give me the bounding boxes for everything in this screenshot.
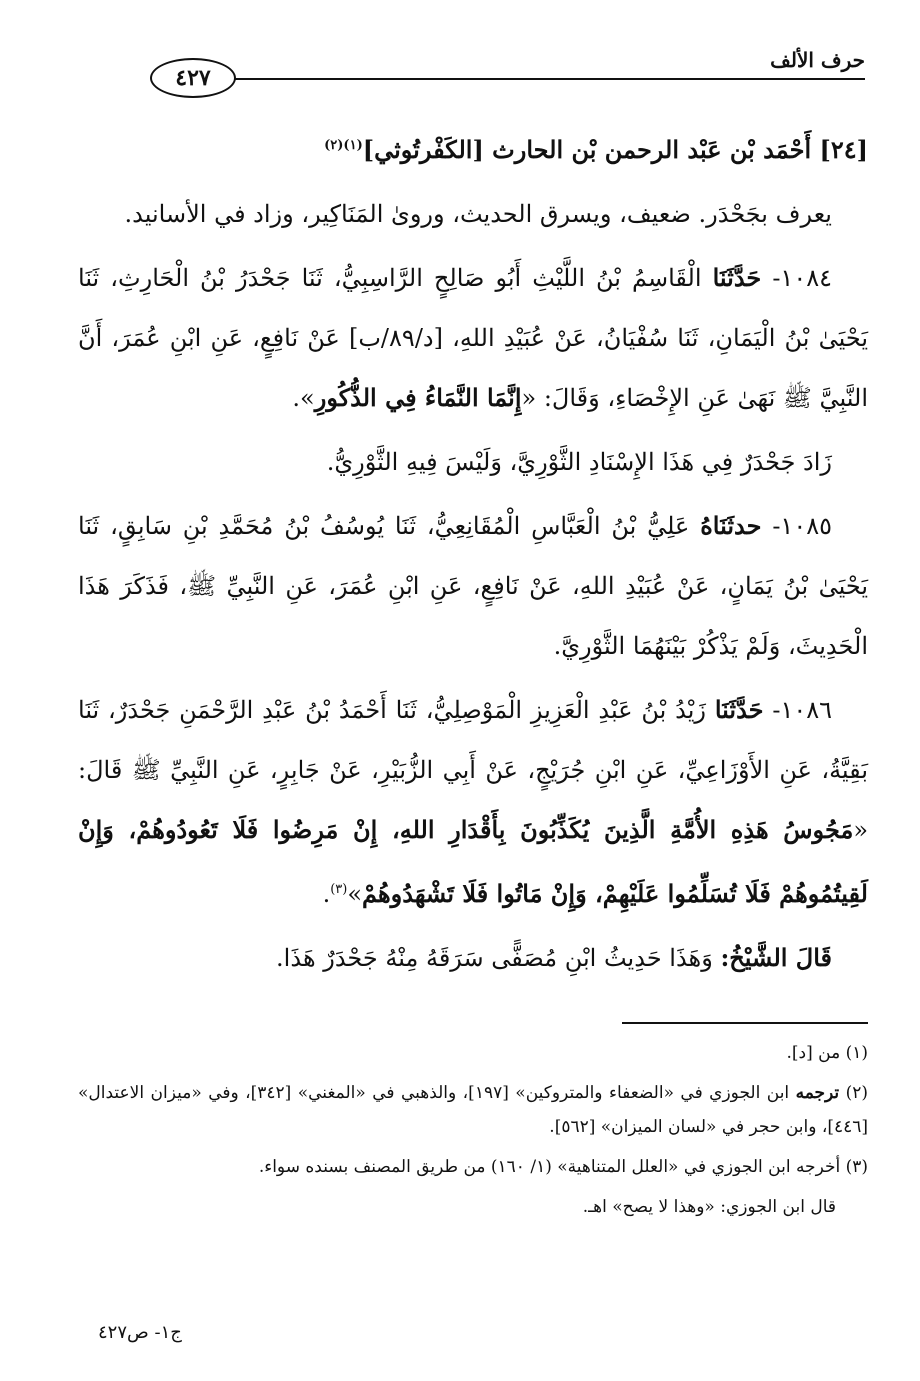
chapter-title: حرف الألف — [770, 48, 865, 72]
header-rule — [230, 78, 865, 80]
sheikh-comment — [78, 928, 868, 988]
hadith-text: الْقَاسِمُ بْنُ اللَّيْثِ أَبُو صَالِحٍ الرَّاسِبِيُّ، ثَنَا جَحْدَرُ بْنُ الْحَارِثِ، ثَنَا يَحْيَىٰ بْنُ الْيَمَانِ، ثَنَا سُفْيَانُ، عَنْ عُبَيْدِ اللهِ، [د/٨٩/ب] عَنْ نَافِعٍ، عَنِ ابْنِ عُمَرَ، أَنَّ النَّبِيَّ ﷺ نَهَىٰ عَنِ الإِخْصَاءِ، وَقَالَ: « — [78, 264, 868, 412]
footnote-2-number: (٢) — [845, 1083, 869, 1103]
main-content — [78, 118, 868, 992]
hadith-lead: حدثَنَاهُ — [700, 511, 762, 540]
hadith-footnote-ref: (٣) — [330, 882, 348, 897]
footnotes — [78, 1036, 868, 1230]
hadith-1084-note: زَادَ جَحْدَرٌ فِي هَذَا الإِسْنَادِ الثَّوْرِيَّ، وَلَيْسَ فِيهِ الثَّوْرِيُّ. — [326, 448, 832, 476]
footnote-separator — [622, 1022, 868, 1024]
entry-title — [78, 118, 868, 178]
hadith-number: ١٠٨٥- — [772, 512, 832, 540]
footnote-3-note: قال ابن الجوزي: «وهذا لا يصح» اهـ. — [582, 1197, 836, 1217]
hadith-end: . — [322, 880, 331, 908]
hadith-quote-end: ». — [292, 384, 315, 412]
entry-title-footnote-refs: (١)(٢) — [324, 138, 363, 153]
footnote-3: (٣) أخرجه ابن الجوزي في «العلل المتناهية» (١/ ١٦٠) من طريق المصنف بسنده سواء. — [258, 1157, 868, 1177]
hadith-1086 — [78, 680, 868, 924]
hadith-1084 — [78, 248, 868, 428]
entry-title-text: [٢٤] أَحْمَد بْن عَبْد الرحمن بْن الحارث [الكَفْرتُوثي] — [362, 135, 868, 164]
page-header — [90, 40, 865, 100]
hadith-text: زَيْدُ بْنُ عَبْدِ الْعَزِيزِ الْمَوْصِلِيُّ، ثَنَا أَحْمَدُ بْنُ عَبْدِ الرَّحْمَنِ جَحْدَرٌ، ثَنَا بَقِيَّةُ، عَنِ الأَوْزَاعِيِّ، عَنِ ابْنِ جُرَيْجٍ، عَنْ أَبِي الزُّبَيْرِ، عَنْ جَابِرٍ، عَنِ النَّبِيِّ ﷺ قَالَ: « — [78, 696, 868, 844]
sheikh-lead: قَالَ الشَّيْخُ: — [720, 943, 832, 972]
hadith-1085 — [78, 496, 868, 676]
footnote-2 — [78, 1076, 868, 1144]
page-number-badge: ٤٢٧ — [150, 58, 236, 98]
entry-intro: يعرف بجَحْدَر. ضعيف، ويسرق الحديث، وروىٰ المَنَاكِير، وزاد في الأسانيد. — [124, 200, 832, 228]
hadith-number: ١٠٨٦- — [772, 696, 833, 724]
hadith-text: عَلِيُّ بْنُ الْعَبَّاسِ الْمُقَانِعِيُّ، ثَنَا يُوسُفُ بْنُ مُحَمَّدِ بْنِ سَابِقٍ، ثَنَا يَحْيَىٰ بْنُ يَمَانٍ، عَنْ عُبَيْدِ اللهِ، عَنْ نَافِعٍ، عَنِ ابْنِ عُمَرَ، عَنِ النَّبِيِّ ﷺ، فَذَكَرَ هَذَا الْحَدِيثَ، وَلَمْ يَذْكُرْ بَيْنَهُمَا الثَّوْرِيَّ. — [78, 512, 868, 660]
hadith-number: ١٠٨٤- — [772, 264, 832, 292]
footnote-1: (١) من [د]. — [786, 1043, 868, 1063]
footnote-2-text: ابن الجوزي في «الضعفاء والمتروكين» [١٩٧]، والذهبي في «المغني» [٣٤٢]، وفي «ميزان الاعتدال» [٤٤٦]، وابن حجر في «لسان الميزان» [٥٦٢]. — [78, 1083, 868, 1137]
hadith-lead: حَدَّثَنَا — [712, 263, 762, 292]
hadith-quote: إِنَّمَا النَّمَاءُ فِي الذُّكُورِ — [314, 383, 522, 412]
hadith-lead: حَدَّثَنَا — [714, 695, 764, 724]
hadith-quote: مَجُوسُ هَذِهِ الأُمَّةِ الَّذِينَ يُكَذِّبُونَ بِأَقْدَارِ اللهِ، إِنْ مَرِضُوا فَلَا تَعُودُوهُمْ، وَإِنْ لَقِيتُمُوهُمْ فَلَا تُسَلِّمُوا عَلَيْهِمْ، وَإِنْ مَاتُوا فَلَا تَشْهَدُوهُمْ — [78, 815, 868, 908]
folio-reference: ج١- ص٤٢٧ — [98, 1322, 182, 1343]
hadith-quote-end: » — [347, 880, 363, 908]
footnote-2-lead: ترجمه — [795, 1083, 840, 1103]
sheikh-text: وَهَذَا حَدِيثُ ابْنِ مُصَفًّى سَرَقَهُ مِنْهُ جَحْدَرٌ هَذَا. — [276, 944, 713, 972]
